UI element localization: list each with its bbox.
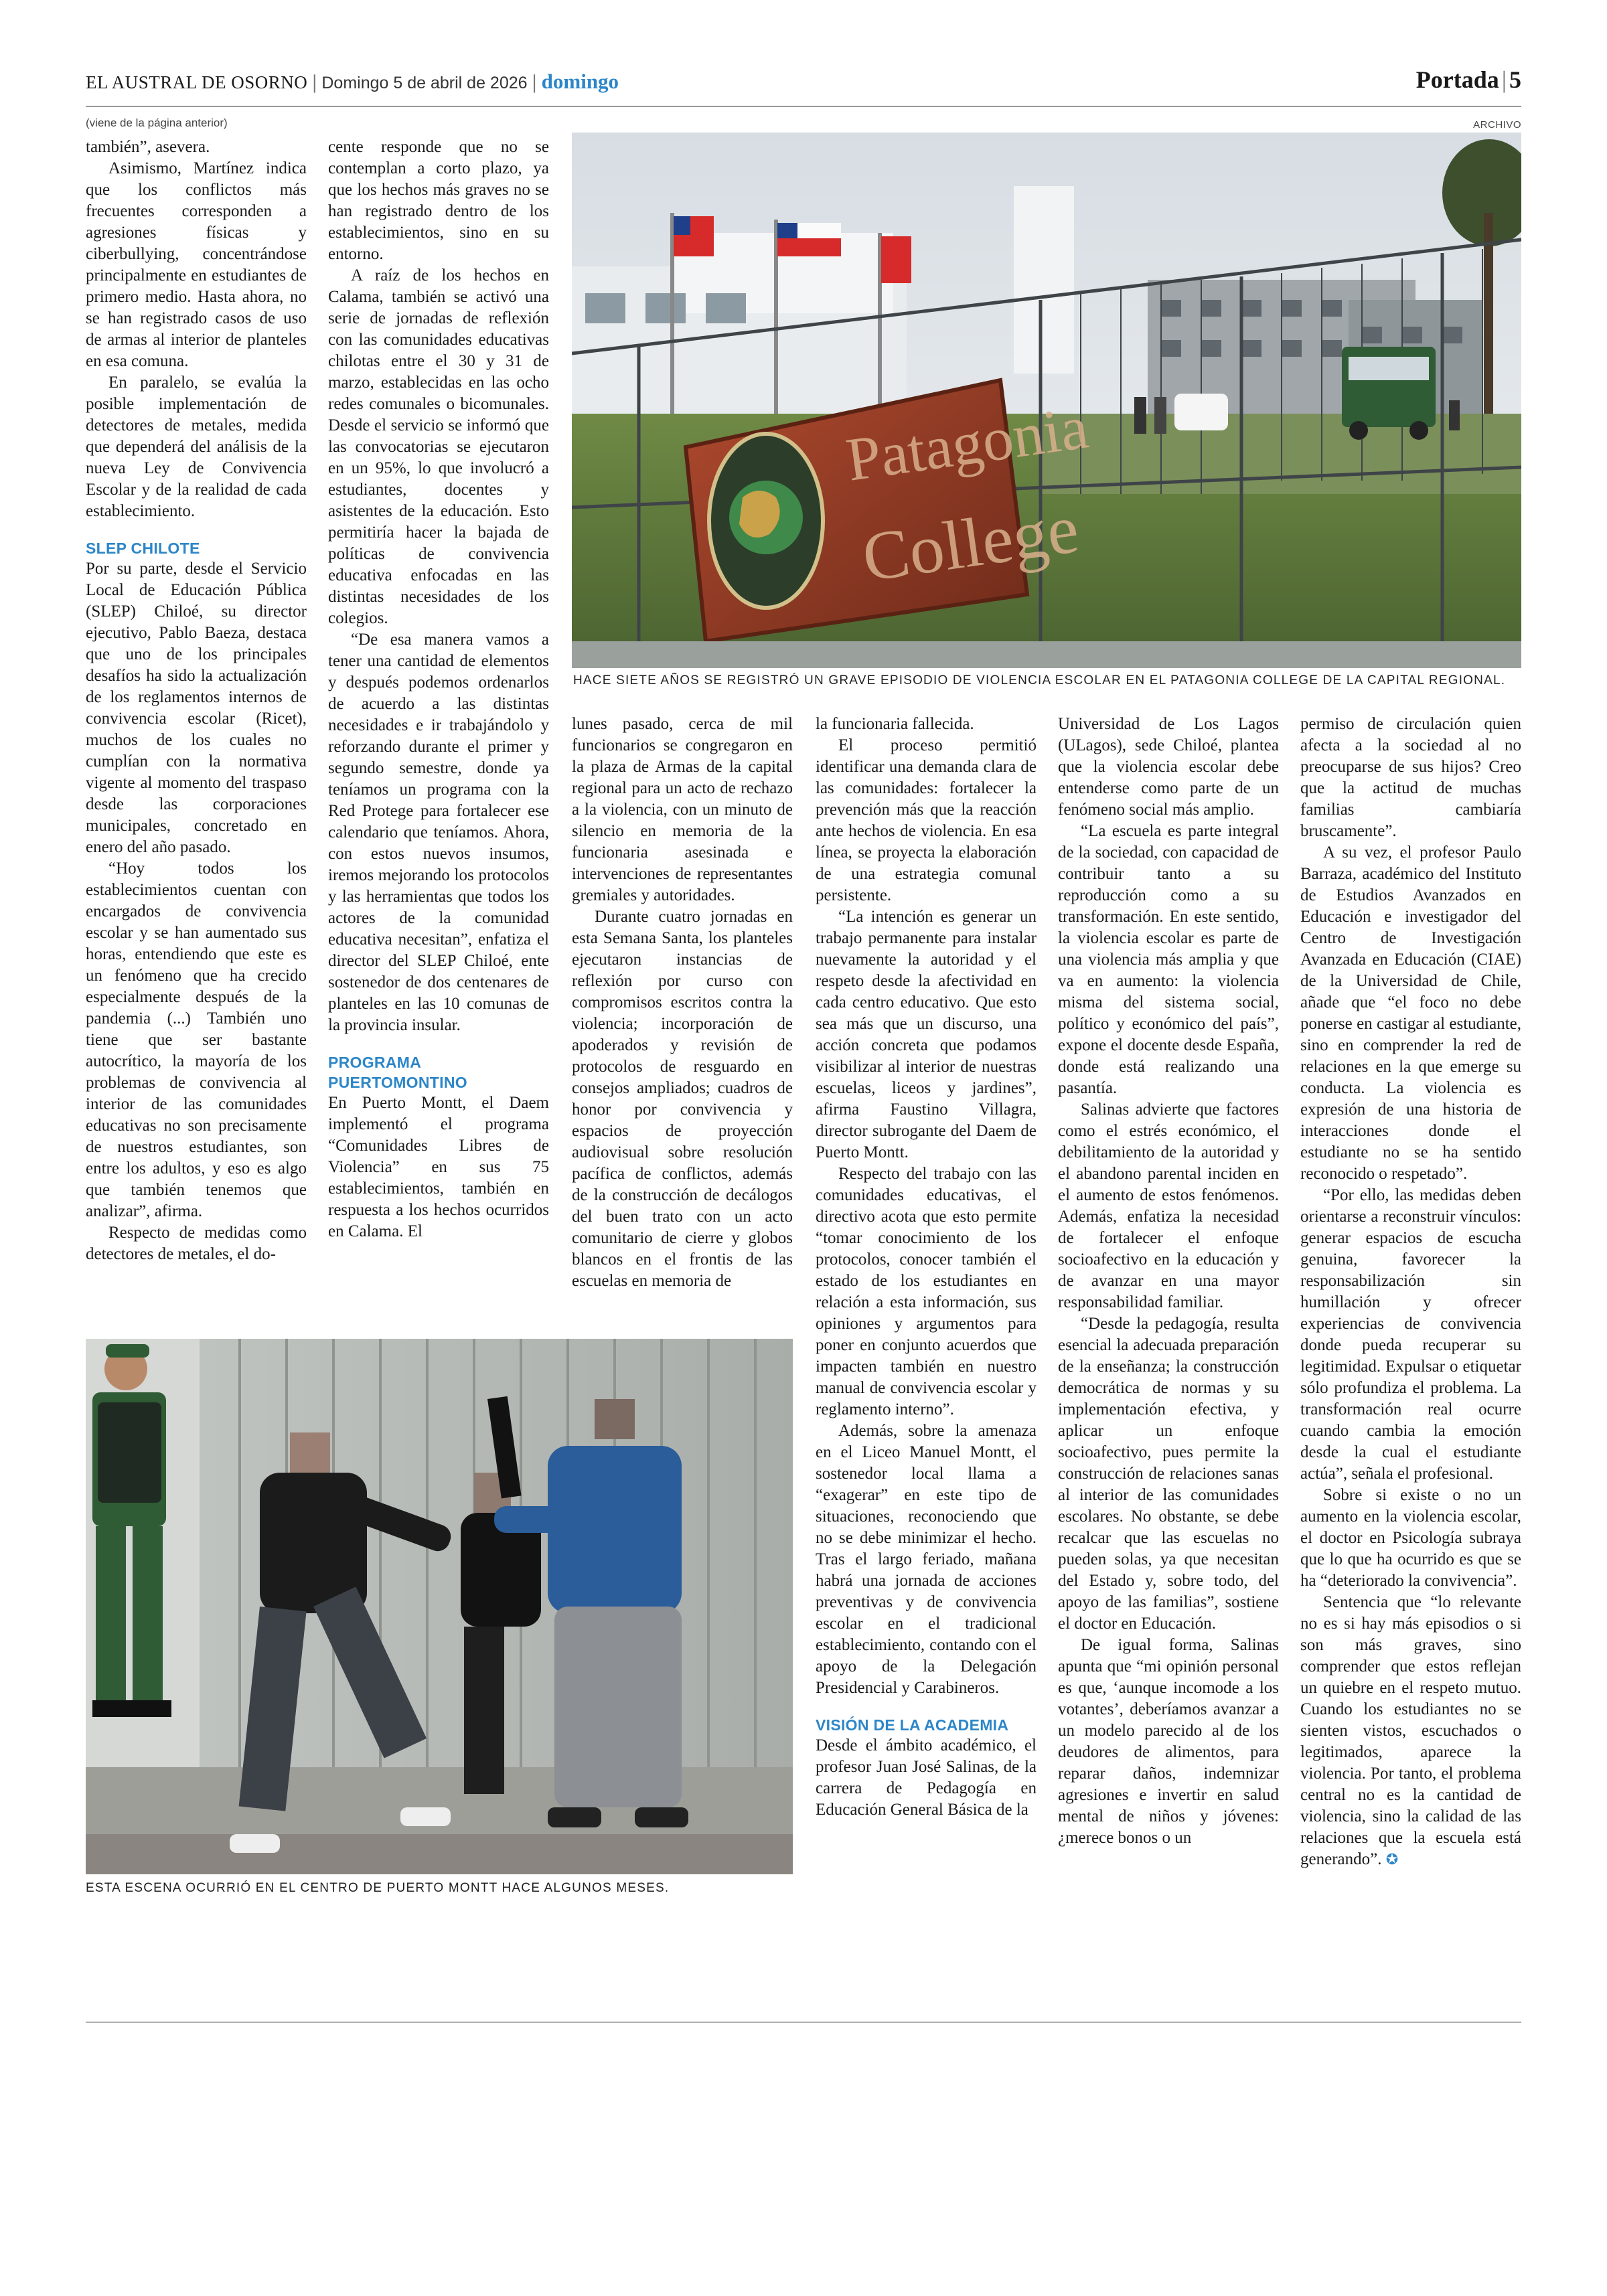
subheading-programa-puertomontino: PROGRAMA PUERTOMONTINO	[328, 1054, 467, 1091]
bottom-photo	[86, 1339, 793, 1874]
photo-credit: ARCHIVO	[1473, 119, 1521, 131]
paragraph: “Hoy todos los establecimientos cuentan con encargados de convivencia escolar y se han aumentado sus horas, entendiendo que este es un fenómeno que ha crecido especialmente después de la pandemia (...) También uno tiene que ser bastante autocrítico, la mayoría de los problemas de convivencia al interior de las comunidades educativas no son precisamente de nuestros estudiantes, son entre los adultos, y eso es algo que también tenemos que analizar”, afirma.	[86, 859, 307, 1220]
paragraph: cente responde que no se contemplan a corto plazo, ya que los hechos más graves no se han registrado dentro de los establecimientos, sino en su entorno.	[328, 138, 549, 263]
paragraph: A raíz de los hechos en Calama, también se activó una serie de jornadas de reflexión con las comunidades educativas chilotas entre el 30 y 31 de marzo, establecidas en las ocho redes comunales o bicomunales. Desde el servicio se informó que las convocatorias se ejecutaron en un 95%, lo que involucró a estudiantes, docentes y asistentes de la educación. Esto permitiría hacer la bajada de políticas de convivencia educativa enfocadas en las distintas necesidades de los colegios.	[328, 266, 549, 627]
issue-date: Domingo 5 de abril de 2026	[321, 74, 528, 92]
article-column-4	[816, 714, 1037, 1821]
continuation-note: (viene de la página anterior)	[86, 116, 228, 129]
top-photo-caption: HACE SIETE AÑOS SE REGISTRÓ UN GRAVE EPISODIO DE VIOLENCIA ESCOLAR EN EL PATAGONIA COLLEGE DE LA CAPITAL REGIONAL.	[573, 673, 1506, 687]
paragraph: Desde el ámbito académico, el profesor Juan José Salinas, de la carrera de Pedagogía en Educación General Básica de la	[816, 1736, 1037, 1819]
bottom-photo-image	[86, 1339, 793, 1874]
bottom-photo-caption: ESTA ESCENA OCURRIÓ EN EL CENTRO DE PUERTO MONTT HACE ALGUNOS MESES.	[86, 1881, 670, 1895]
header-right: Portada | 5	[1415, 66, 1521, 93]
subheading-slep-chilote: SLEP CHILOTE	[86, 540, 200, 557]
paragraph: En paralelo, se evalúa la posible implementación de detectores de metales, medida que dependerá del análisis de la nueva Ley de Convivencia Escolar y de la realidad de cada establecimiento.	[86, 374, 307, 520]
paragraph: “La escuela es parte integral de la sociedad, con capacidad de contribuir tanto a su reproducción como a su transformación. En este sentido, la violencia escolar es parte de una violencia más amplia y que va en aumento: la violencia misma del sistema social, político y económico del país”, expone el docente desde España, donde está realizando una pasantía.	[1058, 822, 1279, 1097]
paragraph: De igual forma, Salinas apunta que “mi opinión personal es que, ‘aunque incomode a los votantes’, deberíamos avanzar a un modelo parecido al de los deudores de alimentos, para reparar daños, indemnizar agresiones e invertir en salud mental de niños y jóvenes: ¿merece bonos o un	[1058, 1636, 1279, 1847]
paragraph-text: Sentencia que “lo relevante no es si hay más episodios o si son más graves, sino comprender que estos reflejan un quiebre en el respeto mutuo. Cuando los estudiantes no se sienten vistos, escuchados o legitimados, aparece la violencia. Por tanto, el problema central no es la cantidad de violencia, sino la calidad de las relaciones que la escuela está generando”.	[1300, 1593, 1521, 1868]
article-column-1	[86, 137, 307, 1265]
paragraph: también”, asevera.	[86, 138, 210, 156]
top-photo	[572, 133, 1521, 668]
article-column-5	[1058, 714, 1279, 1849]
top-photo-image	[572, 133, 1521, 668]
header-rule	[86, 106, 1521, 107]
paragraph: “De esa manera vamos a tener una cantidad de elementos y después podemos ordenarlos de acuerdo a las distintas necesidades e ir trabajándolo y reforzando durante el primer y segundo semestre, donde ya teníamos un programa con la Red Protege para fortalecer ese calendario que teníamos. Ahora, con estos nuevos insumos, iremos mejorando los protocolos y las herramientas que todos los actores de la comunidad educativa necesitan”, enfatiza el director del SLEP Chiloé, ente sostenedor de dos centenares de planteles en las 10 comunas de la provincia insular.	[328, 631, 549, 1034]
paragraph: Respecto de medidas como detectores de metales, el do-	[86, 1224, 307, 1263]
sign-text-patagonia: Patagonia	[842, 392, 1093, 494]
paragraph	[1300, 1592, 1521, 1871]
paragraph: Durante cuatro jornadas en esta Semana Santa, los planteles ejecutaron instancias de reflexión por curso con compromisos escritos contra la violencia; incorporación de apoderados y revisión de protocolos de resguardo en consejos ampliados; cuadros de honor por convivencia y espacios de proyección audiovisual sobre resolución pacífica de conflictos, además de la construcción de decálogos del buen trato con un acto comunitario de cierre y globos blancos en el frontis de las escuelas en memoria de	[572, 908, 793, 1290]
sign-text-college: College	[858, 489, 1083, 596]
page-header	[86, 64, 1521, 100]
paragraph: A su vez, el profesor Paulo Barraza, académico del Instituto de Estudios Avanzados en Educación e investigador del Centro de Investigación Avanzada en Educación (CIAE) de la Universidad de Chile, añade que “el foco no debe ponerse en castigar al estudiante, sino en comprender la red de relaciones en la que emerge su conducta. La violencia es expresión de una historia de interacciones donde el estudiante no se ha sentido reconocido o respetado”.	[1300, 843, 1521, 1183]
paragraph: la funcionaria fallecida.	[816, 715, 974, 733]
newspaper-name: EL AUSTRAL DE OSORNO	[86, 72, 308, 92]
paragraph: lunes pasado, cerca de mil funcionarios se congregaron en la plaza de Armas de la capital regional para un acto de rechazo a la violencia, con un minuto de silencio en memoria de la funcionaria asesinada e intervenciones de representantes gremiales y autoridades.	[572, 715, 793, 904]
paragraph: “Desde la pedagogía, resulta esencial la adecuada preparación de la enseñanza; la construcción democrática de normas y su implementación efectiva, y aplicar un enfoque socioafectivo, pues permite la construcción de relaciones sanas al interior de las comunidades escolares. No obstante, se debe recalcar que las escuelas no pueden solas, ya que necesitan del Estado y, sobre todo, del apoyo de las familias”, sostiene el doctor en Educación.	[1058, 1315, 1279, 1633]
page-section: Portada	[1415, 66, 1499, 93]
article-column-3	[572, 714, 793, 1292]
footer-rule	[86, 2022, 1521, 2023]
subheading-vision-academia: VISIÓN DE LA ACADEMIA	[816, 1716, 1009, 1734]
paragraph: Universidad de Los Lagos (ULagos), sede Chiloé, plantea que la violencia escolar debe entenderse como parte de un fenómeno social más amplio.	[1058, 715, 1279, 819]
article-column-2	[328, 137, 549, 1242]
section-name: domingo	[541, 70, 619, 93]
paragraph: Además, sobre la amenaza en el Liceo Manuel Montt, el sostenedor local llama a “exagerar” en este tipo de situaciones, reconociendo que no se debe minimizar el hecho. Tras el largo feriado, mañana habrá una jornada de acciones preventivas y de convivencia escolar en el tradicional establecimiento, contando con el apoyo de la Delegación Presidencial y Carabineros.	[816, 1422, 1037, 1697]
paragraph: Sobre si existe o no un aumento en la violencia escolar, el doctor en Psicología subraya que lo que ha ocurrido es que se ha “deteriorado la convivencia”.	[1300, 1486, 1521, 1590]
header-left: EL AUSTRAL DE OSORNO | Domingo 5 de abril de 2026 | domingo	[86, 70, 619, 93]
paragraph: Asimismo, Martínez indica que los conflictos más frecuentes corresponden a agresiones físicas y ciberbullying, concentrándose principalmente en estudiantes de primero medio. Hasta ahora, no se han registrado casos de uso de armas al interior de planteles en esa comuna.	[86, 159, 307, 370]
paragraph: Salinas advierte que factores como el estrés económico, el debilitamiento de la autoridad y el abandono parental inciden en el aumento de estos fenómenos. Además, enfatiza la necesidad de fortalecer el enfoque socioafectivo en la educación y de avanzar en una mayor responsabilidad familiar.	[1058, 1100, 1279, 1311]
end-of-article-icon: ✪	[1385, 1852, 1399, 1868]
page-number: 5	[1509, 66, 1521, 93]
article-column-6	[1300, 714, 1521, 1871]
paragraph: Por su parte, desde el Servicio Local de Educación Pública (SLEP) Chiloé, su director ejecutivo, Pablo Baeza, destaca que uno de los principales desafíos ha sido la actualización de los reglamentos internos de convivencia escolar (Ricet), muchos de los cuales no cumplían con la normativa vigente al momento del traspaso desde las corporaciones municipales, concretado en enero del año pasado.	[86, 560, 307, 856]
paragraph: “Por ello, las medidas deben orientarse a reconstruir vínculos: generar espacios de escucha genuina, favorecer la responsabilización sin humillación y ofrecer experiencias de convivencia donde pueda recuperar su legitimidad. Expulsar o etiquetar sólo profundiza el problema. La transformación real ocurre cuando cambia la emoción desde la cual el estudiante actúa”, señala el profesional.	[1300, 1186, 1521, 1483]
paragraph: El proceso permitió identificar una demanda clara de las comunidades: fortalecer la prevención más que la reacción ante hechos de violencia. En esa línea, se proyecta la elaboración de una estrategia comunal persistente.	[816, 736, 1037, 904]
paragraph: Respecto del trabajo con las comunidades educativas, el directivo acota que esto permite “tomar conocimiento de los protocolos, conocer también el estado de los estudiantes en relación a esta información, sus opiniones y argumentos para poner en conjunto acuerdos que impacten también en nuestro manual de convivencia escolar y reglamento interno”.	[816, 1165, 1037, 1418]
paragraph: “La intención es generar un trabajo permanente para instalar nuevamente la autoridad y el respeto desde la afectividad en cada centro educativo. Que esto sea más que un discurso, una acción concreta que podamos visibilizar al interior de nuestras escuelas, liceos y jardines”, afirma Faustino Villagra, director subrogante del Daem de Puerto Montt.	[816, 908, 1037, 1161]
paragraph: En Puerto Montt, el Daem implementó el programa “Comunidades Libres de Violencia” en sus 75 establecimientos, también en respuesta a los hechos ocurridos en Calama. El	[328, 1094, 549, 1240]
paragraph: permiso de circulación quien afecta a la sociedad al no preocuparse de sus hijos? Creo que la actitud de muchas familias cambiaría bruscamente”.	[1300, 715, 1521, 840]
